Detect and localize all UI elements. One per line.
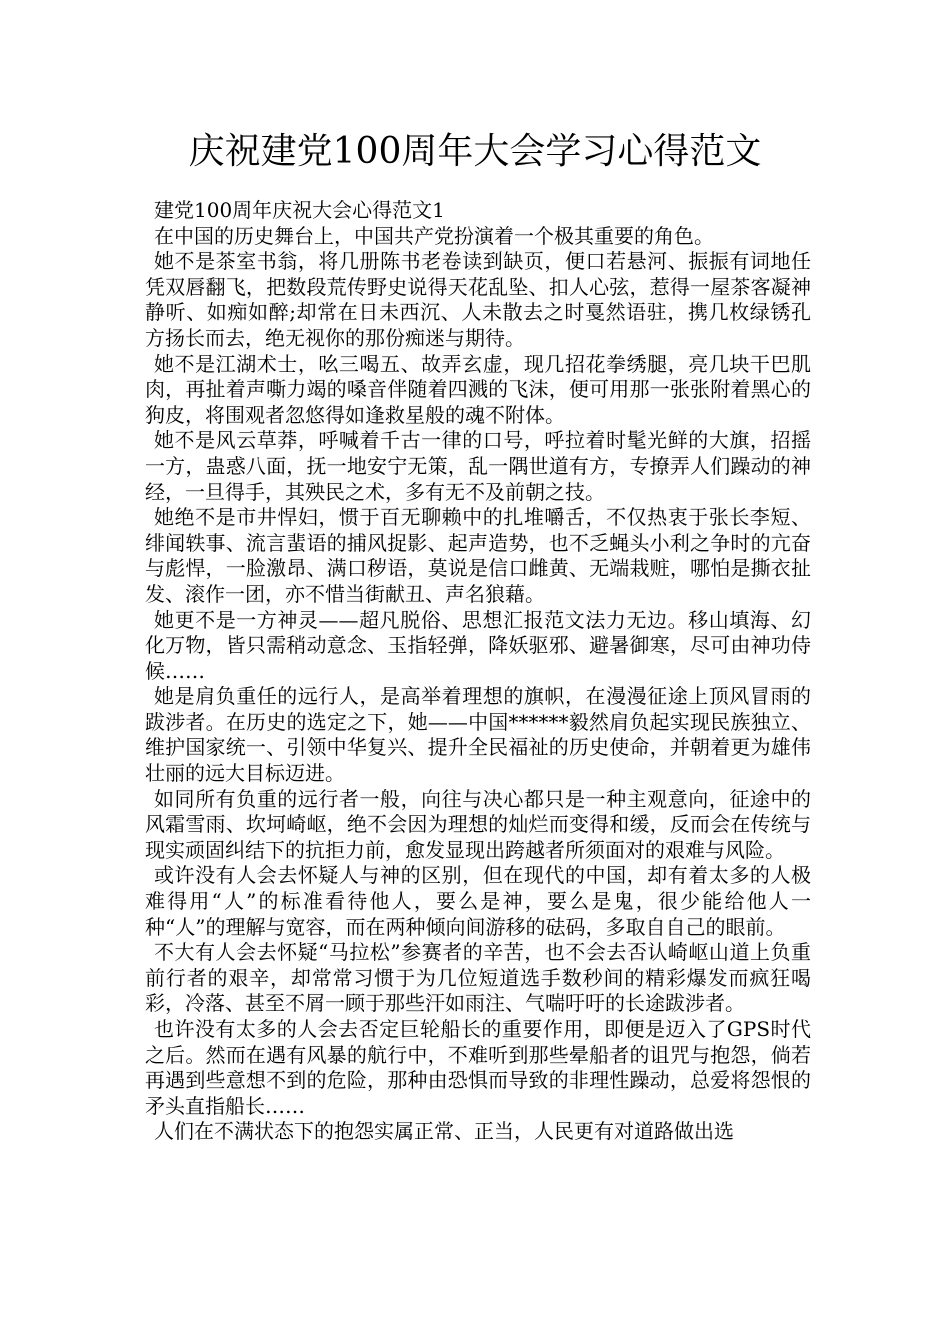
paragraph: 她绝不是市井悍妇，惯于百无聊赖中的扎堆嚼舌，不仅热衷于张长李短、绯闻轶事、流言蜚语的捕风捉影、起声造势，也不乏蝇头小利之争时的亢奋与彪悍，一脸激昂、满口秽语，莫说是信口雌黄、无端栽赃，哪怕是撕衣扯发、滚作一团，亦不惜当街献丑、声名狼藉。 xyxy=(145,505,811,606)
document-title: 庆祝建党100周年大会学习心得范文 xyxy=(188,131,762,172)
paragraph: 人们在不满状态下的抱怨实属正常、正当，人民更有对道路做出选 xyxy=(154,1119,734,1144)
paragraph: 她更不是一方神灵——超凡脱俗、思想汇报范文法力无边。移山填海、幻化万物，皆只需稍动意念、玉指轻弹，降妖驱邪、避暑御寒，尽可由神功侍候…… xyxy=(145,607,811,683)
paragraph-subtitle: 建党100周年庆祝大会心得范文1 xyxy=(154,198,445,222)
paragraph: 或许没有人会去怀疑人与神的区别，但在现代的中国，却有着太多的人极难得用“人”的标准看待他人，要么是神，要么是鬼，很少能给他人一种“人”的理解与宽容，而在两种倾向间游移的砝码，多取自自己的眼前。 xyxy=(145,863,811,939)
paragraph: 也许没有太多的人会去否定巨轮船长的重要作用，即便是迈入了GPS时代之后。然而在遇有风暴的航行中，不难听到那些晕船者的诅咒与抱怨，倘若再遇到些意想不到的危险，那种由恐惧而导致的非理性躁动，总爱将怨恨的矛头直指船长…… xyxy=(145,1017,811,1118)
paragraph: 不大有人会去怀疑“马拉松”参赛者的辛苦，也不会去否认崎岖山道上负重前行者的艰辛，却常常习惯于为几位短道选手数秒间的精彩爆发而疯狂喝彩，冷落、甚至不屑一顾于那些汗如雨注、气喘吁吁的长途跋涉者。 xyxy=(145,940,811,1016)
paragraph: 她是肩负重任的远行人，是高举着理想的旗帜，在漫漫征途上顶风冒雨的跋涉者。在历史的选定之下，她——中国******毅然肩负起实现民族独立、维护国家统一、引领中华复兴、提升全民福祉的历史使命，并朝着更为雄伟壮丽的远大目标迈进。 xyxy=(145,684,811,786)
paragraph: 在中国的历史舞台上，中国共产党扮演着一个极其重要的角色。 xyxy=(154,223,714,248)
document-body xyxy=(145,198,811,1145)
paragraph: 她不是风云草莽，呼喊着千古一律的口号，呼拉着时髦光鲜的大旗，招摇一方，蛊惑八面，抚一地安宁无策，乱一隅世道有方，专撩弄人们躁动的神经，一旦得手，其殃民之术，多有无不及前朝之技。 xyxy=(145,428,811,504)
paragraph: 她不是江湖术士，吆三喝五、故弄玄虚，现几招花拳绣腿，亮几块干巴肌肉，再扯着声嘶力竭的嗓音伴随着四溅的飞沫，便可用那一张张附着黑心的狗皮，将围观者忽悠得如逢救星般的魂不附体。 xyxy=(145,351,811,427)
paragraph: 如同所有负重的远行者一般，向往与决心都只是一种主观意向，征途中的风霜雪雨、坎坷崎岖，绝不会因为理想的灿烂而变得和缓，反而会在传统与现实顽固纠结下的抗拒力前，愈发显现出跨越者所须面对的艰难与风险。 xyxy=(145,786,811,862)
paragraph: 她不是茶室书翁，将几册陈书老卷读到缺页，便口若悬河、振振有词地任凭双唇翻飞，把数段荒传野史说得天花乱坠、扣人心弦，惹得一屋茶客凝神静听、如痴如醉;却常在日未西沉、人未散去之时戛然语驻，携几枚绿锈孔方扬长而去，绝无视你的那份痴迷与期待。 xyxy=(145,249,811,350)
